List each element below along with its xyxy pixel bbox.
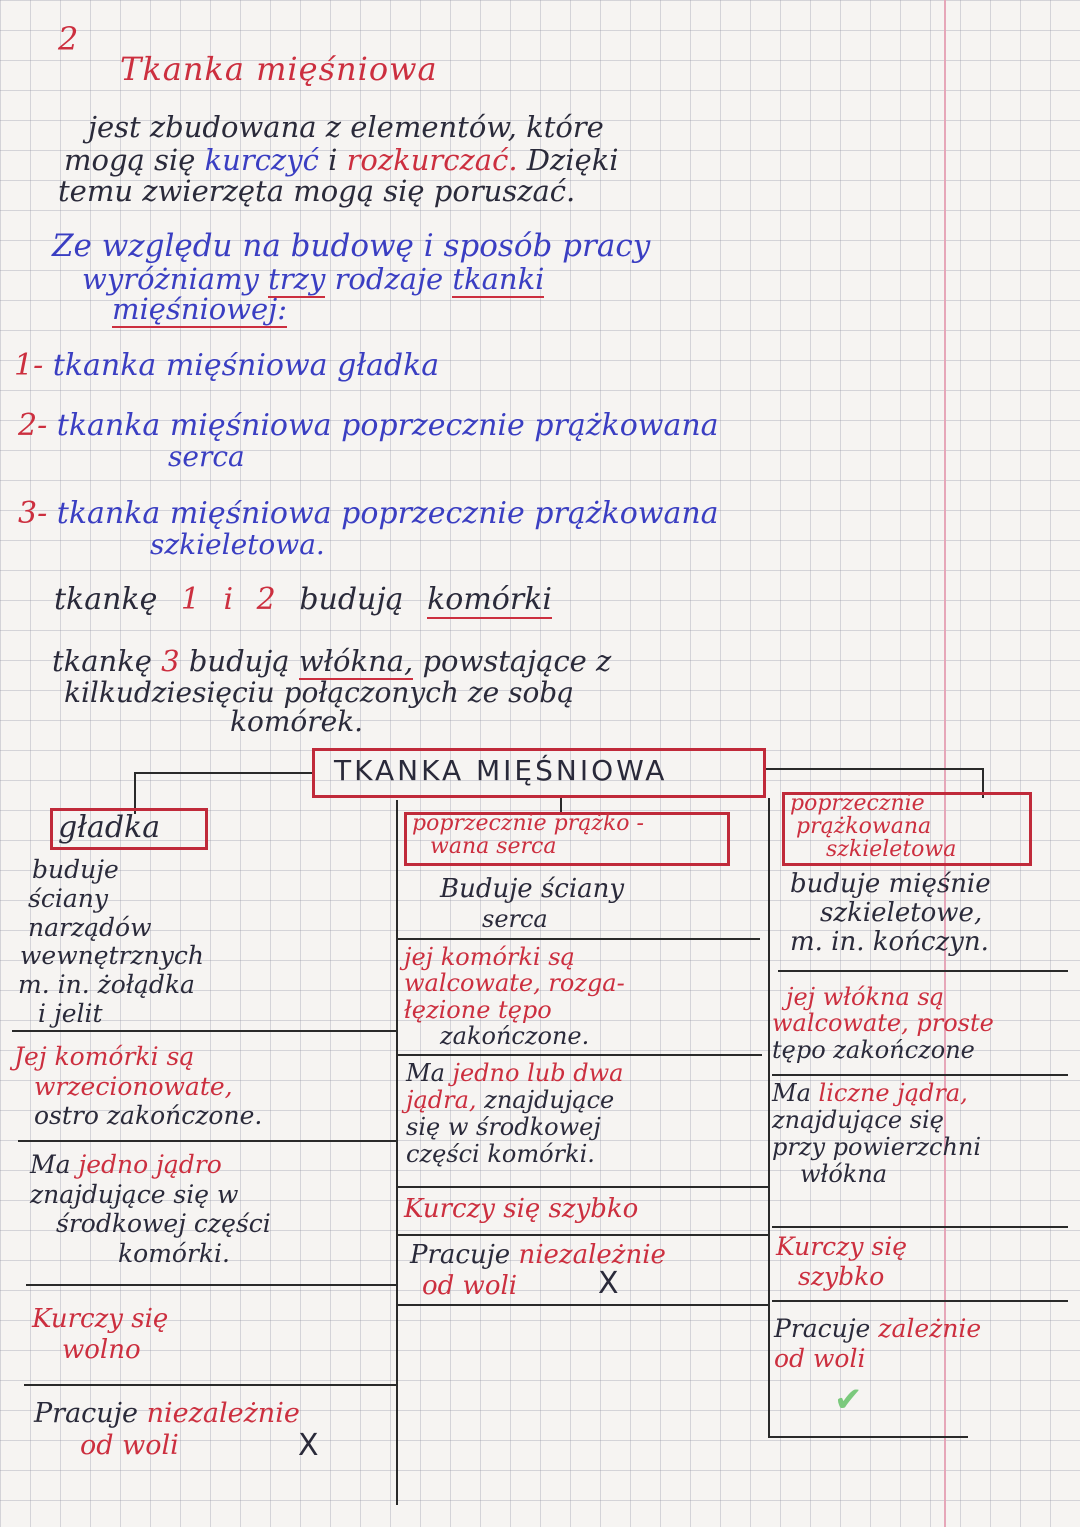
col3-check-icon: ✔ [834,1380,863,1420]
col1-work [34,1398,300,1462]
type-item-2 [18,408,719,443]
col1-divider-1 [12,1030,396,1032]
col3-work-l1a: Pracuje [774,1314,871,1343]
fibers-note-line-1 [52,644,611,678]
type-item-3 [18,496,719,531]
col3-header [790,792,956,861]
col2-shape-l2: walcowate, rozga- [404,969,625,998]
types-intro-line-3 [112,292,287,326]
type-2-cont: serca [168,440,245,473]
col1-nucleus-l1b: jedno jądro [78,1150,222,1179]
page-title: Tkanka mięśniowa [120,50,438,88]
col1-contract-l1: Kurczy się [32,1304,169,1334]
col1-nucleus-l1 [30,1150,271,1180]
cells-note-a: tkankę [54,582,158,617]
col2-shape [404,944,625,1050]
intro-l2-e: Dzięki [526,143,619,177]
cells-note-b: 1 i 2 [180,582,276,617]
types-intro-line-1: Ze względu na budowę i sposób pracy [52,228,651,264]
types-intro-l2-d: tkanki [452,262,545,296]
col3-nucleus-l3: przy powierzchni [772,1133,982,1162]
fibers-note-d: włókna, [298,644,414,678]
col2-x-mark: X [598,1266,619,1301]
fibers-note-e: powstające z [422,644,612,678]
col1-nucleus-l2: znajdujące się w [30,1179,239,1209]
col3-nucleus-l4: włókna [800,1160,888,1189]
fibers-note-c: budują [188,644,290,678]
col1-work-l2: od woli [80,1429,179,1461]
col2-divider-3 [398,1186,768,1188]
col3-contract [776,1232,907,1291]
col3-header-l3: szkieletowa [826,837,957,863]
col3-header-l1: poprzecznie [790,791,925,816]
col1-shape [14,1042,262,1131]
connector-left [134,772,312,774]
col1-nucleus-l4: komórki. [118,1238,230,1268]
col1-builds-l1: buduje [32,855,119,884]
col3-divider-4 [772,1300,1068,1302]
types-intro-line-2 [82,262,544,296]
col1-divider-4 [24,1384,396,1386]
type-2-num: 2- [18,408,48,443]
col3-header-l2: prążkowana [796,814,932,840]
col2-nucleus-l1a: Ma [406,1059,445,1087]
col2-divider-4 [398,1234,768,1236]
col1-nucleus [30,1150,271,1268]
col1-shape-l2: wrzecionowate, [34,1071,233,1101]
type-1-name: tkanka mięśniowa [52,348,328,383]
col3-contract-l1: Kurczy się [776,1232,908,1261]
col1-x-mark: X [298,1428,319,1463]
types-intro-l2-c: rodzaje [334,262,444,296]
col1-shape-l1: Jej komórki są [14,1042,195,1071]
col2-divider-5 [398,1304,768,1306]
col1-work-l1b: niezależnie [146,1398,300,1429]
intro-line-3 [58,174,575,208]
col2-nucleus-l2a: jądra, [406,1086,477,1115]
type-3-cont: szkieletowa. [150,528,325,561]
col3-work-l2: od woli [774,1343,866,1373]
col3-shape-l1: jej włókna są [786,983,945,1011]
col1-builds-l4: wewnętrznych [20,941,204,971]
intro-l2-a: mogą się [64,143,196,177]
cells-note-c: budują [299,582,404,617]
fibers-note-line-3: komórek. [230,705,364,738]
col1-builds-l2: ściany [28,883,108,913]
col3-builds-l1: buduje mięśnie [790,869,991,899]
col3-divider-3 [772,1226,1068,1228]
fibers-note-b: 3 [161,644,180,678]
types-intro-l2-b: trzy [268,262,326,296]
col3-nucleus-l2: znajdujące się [772,1106,944,1135]
type-3-name: tkanka mięśniowa [56,496,332,531]
col2-nucleus-l1b: jedno lub dwa [452,1059,624,1087]
intro-l2-b: kurczyć [204,143,319,177]
col2-contract: Kurczy się szybko [404,1194,639,1224]
col1-contract [32,1304,168,1365]
col1-divider-3 [26,1284,396,1286]
col3-builds-l2: szkieletowe, [820,898,983,929]
intro-line-1: jest zbudowana z elementów, które [88,110,604,144]
col3-builds-l3: m. in. kończyn. [790,927,989,958]
col2-header [412,812,644,858]
fibers-note-line-2: kilkudziesięciu połączonych ze sobą [64,676,574,709]
type-3-kind: poprzecznie prążkowana [341,496,719,531]
col2-builds [440,874,624,933]
col3-divider-1 [778,970,1068,972]
col2-nucleus [406,1060,623,1168]
col3-shape-l2: walcowate, proste [772,1009,994,1038]
types-intro-l3: mięśniowej: [112,292,287,326]
col2-work-l1a: Pracuje [410,1240,511,1270]
intro-l3-a: temu zwierzęta mogą się [58,174,425,208]
column-separator-1 [396,800,398,1505]
page-margin-line [944,0,946,1527]
col2-nucleus-l4: części komórki. [406,1140,595,1169]
col3-nucleus-l1b: liczne jądra, [818,1079,968,1107]
col3-nucleus [772,1080,981,1188]
col2-work [410,1240,666,1301]
col3-nucleus-l1a: Ma [772,1079,811,1107]
col1-builds-l6: i jelit [38,998,103,1028]
col2-work-l2: od woli [422,1270,518,1301]
type-2-name: tkanka mięśniowa [56,408,332,443]
col3-divider-5 [768,1436,968,1438]
type-1-num: 1- [14,348,44,383]
type-1-kind: gładka [337,348,440,383]
col2-shape-l4: zakończone. [440,1022,590,1051]
col2-work-l1b: niezależnie [518,1240,666,1270]
intro-l2-c: i [328,143,338,177]
type-item-1 [14,348,439,383]
page-number: 2 [58,20,79,58]
col1-shape-l3: ostro zakończone. [34,1101,263,1130]
intro-line-2 [64,143,619,177]
types-intro-l2-a: wyróżniamy [82,262,259,296]
col3-builds [790,870,991,957]
col3-work-l1b: zależnie [878,1314,982,1343]
col1-contract-l2: wolno [62,1334,141,1365]
col2-builds-l2: serca [482,904,548,933]
cells-note [54,582,552,617]
col3-contract-l2: szybko [798,1261,885,1291]
col2-builds-l1: Buduje ściany [440,874,625,904]
col2-nucleus-l2b: znajdujące [484,1086,615,1115]
cells-note-d: komórki [427,582,552,617]
col3-work [774,1314,981,1373]
col1-header: gładka [58,810,161,845]
col1-work-l1a: Pracuje [34,1398,139,1429]
col1-builds-l5: m. in. żołądka [18,970,195,999]
column-separator-2 [768,798,770,1438]
col1-nucleus-l1a: Ma [30,1150,71,1179]
type-2-kind: poprzecznie prążkowana [341,408,719,443]
col1-builds [18,855,204,1029]
type-3-num: 3- [18,496,48,531]
col3-divider-2 [772,1074,1068,1076]
col3-shape [772,984,994,1063]
fibers-note-a: tkankę [52,644,152,678]
intro-l3-b: poruszać. [433,174,576,208]
col2-nucleus-l3: się w środkowej [406,1113,601,1142]
col2-divider-1 [398,938,760,940]
col1-nucleus-l3: środkowej części [56,1209,271,1238]
col2-divider-2 [398,1054,762,1056]
col2-header-l2: wana serca [430,834,557,860]
connector-middle-down [560,798,562,812]
col2-header-l1: poprzecznie prążko - [412,811,644,836]
col2-shape-l3: łęzione tępo [404,995,552,1024]
col3-shape-l3: tępo zakończone [772,1035,975,1064]
connector-right [766,768,984,770]
diagram-root-label: TKANKA MIĘŚNIOWA [334,754,668,787]
col1-divider-2 [18,1140,396,1142]
intro-l2-d: rozkurczać. [346,143,518,177]
col1-builds-l3: narządów [28,912,152,942]
col2-shape-l1: jej komórki są [404,943,575,971]
